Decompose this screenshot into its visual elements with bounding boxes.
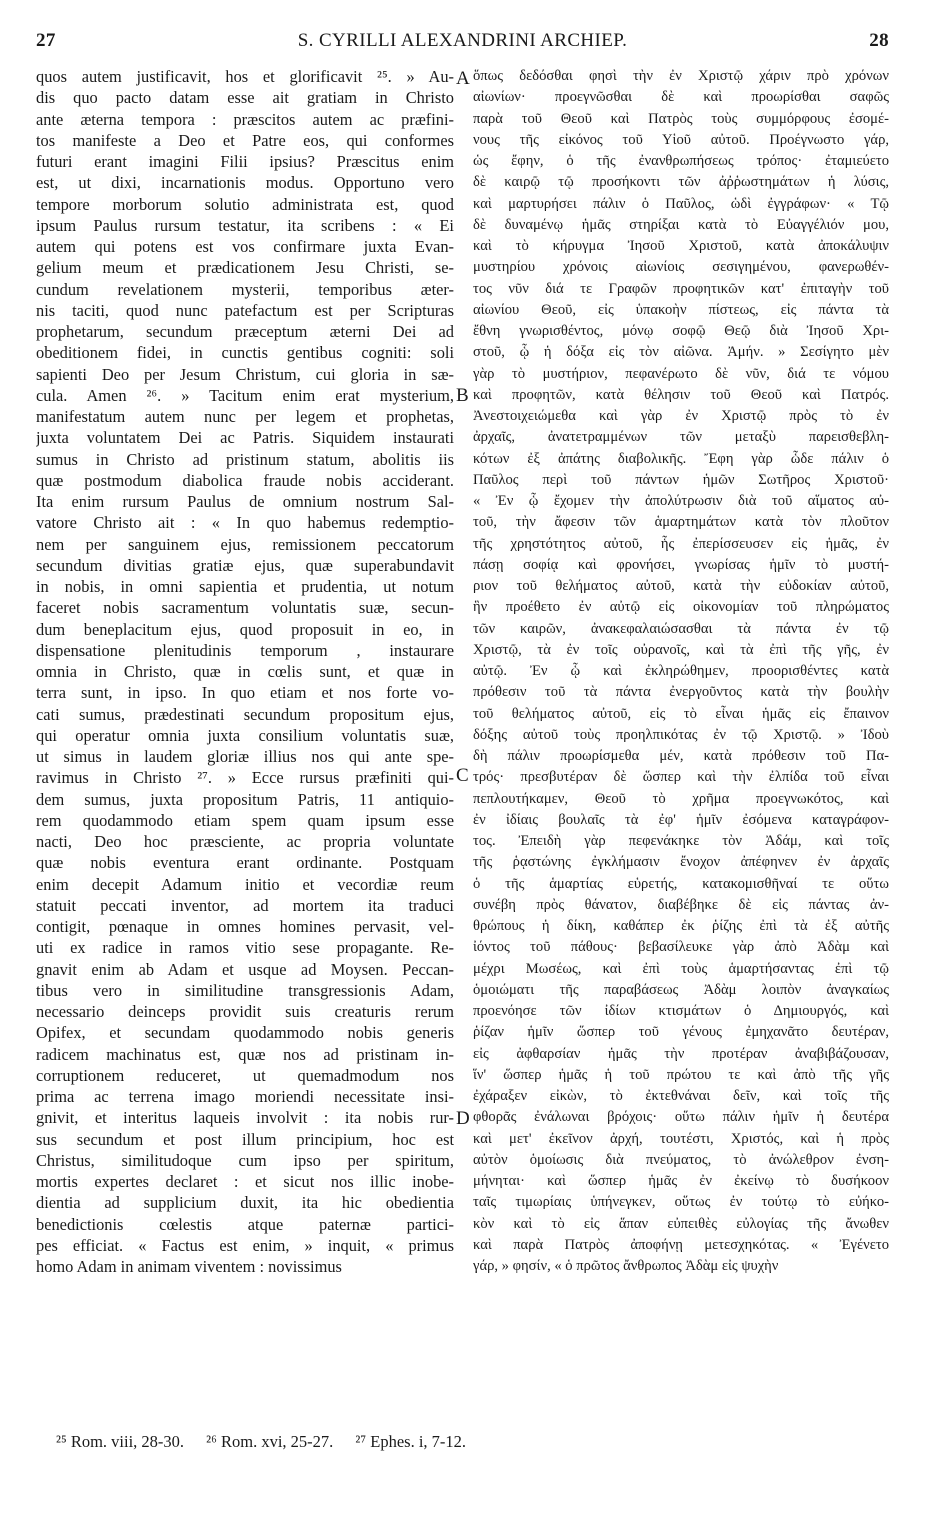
latin-text-line: radicem machinatus est, quæ nos ad pristinam in- [36,1044,454,1064]
greek-text-line: τῶν καιρῶν, ἀνακεφαλαιώσασθαι τὰ πάντα ἐν τῷ [473,620,889,637]
latin-text-line: juxta voluntatem Dei ac Patris. Siquidem instaurati [36,428,454,448]
latin-text-line: ipsum Paulus rursum testatur, ita scribens : « Ei [36,215,454,235]
greek-text-line: ὡς ἔφην, ὁ τῆς ἐνανθρωπήσεως τρόπος· ἐταμιεύετο [473,153,889,169]
latin-text-line: quæ nobis eventura erant ordinante. Postquam [36,853,454,873]
latin-text-line: Opifex, et secundam quodammodo nobis generis [36,1023,454,1043]
greek-text-line: μήνηται· καὶ ὥσπερ ἡμᾶς ἐν ἐκείνῳ τὸ δυσήκοον [473,1173,889,1189]
greek-text-line: ῥίζαν ἡμῖν ὥσπερ τοῦ γένους ἐμηχανᾶτο δευτέραν, [473,1024,889,1041]
greek-text-line: ἐχάραξεν εἰκὼν, τὸ ἐκτεθνάναι δεῖν, καὶ τοῖς τῆς [473,1088,889,1104]
greek-text-line: πάσῃ σοφίᾳ καὶ φρονήσει, γνωρίσας ἡμῖν τὸ μυστή- [473,556,889,573]
greek-text-line: κὸν καὶ τὸ εἰς ἅπαν εὐπειθὲς εὐλογίας τῆς ἄνωθεν [473,1215,889,1232]
latin-text-line: necessario deinceps providit suis creaturis rerum [36,1002,454,1021]
greek-text-line: καὶ μετ' ἐκεῖνον ἀρχή, τουτέστι, Χριστός, καὶ ἡ πρὸς [473,1130,889,1147]
latin-text-line: dis quo pacto datam esse ait gratiam in Christo [36,88,454,108]
greek-text-line: νους τῆς εἰκόνος τοῦ Υἱοῦ αὐτοῦ. Προέγνωστο γάρ, [473,131,889,148]
latin-text-line: in nobis, in omni sapientia et prudentia, ut notum [36,577,454,596]
greek-text-line: τοῦ θελήματος αὐτοῦ, εἰς τὸ εἶναι ἡμᾶς εἰς ἔπαινον [473,705,889,722]
greek-text-line: « Ἐν ᾧ ἔχομεν τὴν ἀπολύτρωσιν διὰ τοῦ αἵματος αὐ- [473,493,889,509]
latin-text-line: sumus in Christo ad pristinum statum, abolitis iis [36,449,454,469]
latin-text-line: cula. Amen ²⁶. » Tacitum enim erat mysterium, [36,385,454,405]
greek-text-line: παρὰ τοῦ Θεοῦ καὶ Πατρὸς τοὺς συμμόρφους ἐσομέ- [473,110,889,127]
latin-text-line: dispensatione plenitudinis temporum , instaurare [36,640,454,660]
greek-text-line: καὶ μαρτυρήσει πάλιν ὁ Παῦλος, ὡδὶ ἐγγράφων· « Τῷ [473,195,889,212]
latin-text-line: Christus, similitudoque cum ipso per spiritum, [36,1150,454,1170]
latin-text-line: cundum revelationem mysterii, temporibus æter- [36,279,454,299]
latin-text-line: quos autem justificavit, hos et glorificavit ²⁵. » Au- [36,67,454,86]
latin-text-line: faceret nobis sacramentum voluntatis suæ, secun- [36,598,454,618]
latin-text-line: obeditionem fidei, in cunctis gentibus cogniti: soli [36,343,454,363]
greek-text-line: ὁμοιώματι τῆς παραβάσεως Ἀδὰμ λοιπὸν ἀναγκαίως [473,981,889,998]
greek-text-line: στοῦ, ᾧ ἡ δόξα εἰς τὸν αἰῶνα. Ἀμήν. » Σεσίγητο μὲν [473,344,889,361]
latin-text-line: prophetarum, secundum præceptum æterni Dei ad [36,322,454,341]
greek-text-line: τος. Ἐπειδὴ γὰρ πεφενάκηκε τὸν Ἀδάμ, καὶ τοῖς [473,833,889,849]
greek-text-line: εἰς ἀφθαρσίαν ἡμᾶς τὴν προτέραν ἀναβιβάζουσαν, [473,1045,889,1062]
greek-text-line: ταῖς τιμωρίαις ὑπήνεγκεν, οὕτως ἐν τούτῳ τὸ εὐήκο- [473,1194,889,1211]
greek-text-line: ἔθνη γνωρισθέντος, μόνῳ σοφῷ Θεῷ διὰ Ἰησοῦ Χρι- [473,323,889,339]
greek-text-line: προενόησε τῶν ἰδίων κτισμάτων ὁ Δημιουργός, καὶ [473,1003,889,1019]
latin-text-line: sus secundum et post illum principium, hoc est [36,1129,454,1149]
greek-text-line: αἰωνίου Θεοῦ, εἰς ὑπακοὴν πίστεως, εἰς πάντα τὰ [473,301,889,318]
latin-text-line: ante æterna tempora : præscitos autem ac præfini- [36,109,454,129]
latin-text-line: quæ postmodum diabolica fraude nobis acciderant. [36,470,454,490]
greek-text-line: ἰόντος τοῦ πάθους· βεβασίλευκε γὰρ ἀπὸ Ἀδὰμ καὶ [473,939,889,956]
page-number-right: 28 [869,30,889,51]
greek-text-line: τρός· πρεσβυτέραν δὲ ὥσπερ καὶ τὴν ἐλπίδα τοῦ εἶναι [473,769,889,786]
greek-text-line: καὶ παρὰ Πατρὸς ἀποφήνῃ μετεσχηκότας. « Ἐγένετο [473,1236,889,1253]
greek-text-line: συνέβη πρὸς θάνατον, διαβέβηκε δὲ εἰς πάντας ἀν- [473,896,889,913]
latin-text-line: vatore Christo ait : « In quo habemus redemptio- [36,513,454,533]
page-number-left: 27 [36,30,56,51]
greek-text-line: Ἀνεστοιχειώμεθα καὶ γὰρ ἐν Χριστῷ πρὸς τὸ ἐν [473,408,889,424]
greek-text-line: καὶ προφητῶν, κατὰ θέλησιν τοῦ Θεοῦ καὶ Πατρός. [473,386,889,403]
greek-text-line: αἰωνίων· προεγνῶσθαι δὲ καὶ προωρίσθαι σαφῶς [473,89,889,106]
footnote-25: ²⁵ Rom. viii, 28-30. [56,1432,185,1451]
greek-text-line: ἀρχαῖς, ἀνατετραμμένων τῶν μεταξὺ παρεισθεβλη- [473,429,889,446]
latin-text-line: benedictionis cœlestis atque paternæ partici- [36,1214,454,1234]
greek-text-line: δὲ δυναμένῳ ἡμᾶς στηρίξαι κατὰ τὸ Εὐαγγέλιόν μου, [473,216,889,233]
greek-text-line: τοῦ, τὴν ἄφεσιν τῶν ἁμαρτημάτων κατὰ τὸν πλοῦτον [473,514,889,531]
latin-text-line: dem sumus, juxta propositum Patris, 11 antiquio- [36,789,454,809]
latin-text-line: sapienti Deo per Jesum Christum, cui gloria in sæ- [36,364,454,384]
greek-text-line: φθορᾶς ἐνάλωναι βρόχοις· οὕτω πάλιν ἡμῖν ἡ δευτέρα [473,1109,889,1126]
latin-text-line: cati sumus, prædestinati secundum propositum ejus, [36,704,454,724]
latin-text-line: gnavit enim ab Adam et usque ad Moysen. Peccan- [36,959,454,979]
latin-text-line: tempore morborum solutio administrata est, quod [36,194,454,214]
greek-text-line: τος νῦν διά τε Γραφῶν προφητικῶν κατ' ἐπιταγὴν τοῦ [473,280,889,297]
footnotes [56,1432,876,1452]
greek-column [473,66,889,1426]
latin-text-line: futuri erant imagini Filii ipsius? Præscitus enim [36,152,454,171]
greek-text-line: αὐτὸν ὁμοίωσις διὰ πνεύματος, τὸ ἀνώλεθρον ἐνση- [473,1151,889,1168]
latin-text-line: corruptionem reduceret, ut quemadmodum nos [36,1065,454,1085]
latin-text-line: enim decepit Adamum initio et vecordiæ reum [36,874,454,894]
latin-text-line: autem qui potens est vos confirmare juxta Evan- [36,237,454,256]
latin-text-line: nacti, Deo hoc præsciente, ac propria voluntate [36,832,454,851]
latin-text-line: contigit, pœnaque in omnes homines pervasit, vel- [36,917,454,936]
latin-text-line: mortis expertes declaret : et sicut nos illic inobe- [36,1172,454,1191]
running-title: S. CYRILLI ALEXANDRINI ARCHIEP. [297,30,628,51]
greek-text-line: ἐν ἰδίαις βουλαῖς τὰ ἐφ' ἡμῖν ἐσόμενα καταγράφον- [473,811,889,828]
greek-text-line: ἣν προέθετο ἐν αὐτῷ εἰς οἰκονομίαν τοῦ πληρώματος [473,599,889,616]
section-marker-a: A [456,68,470,89]
greek-text-line: πεπλουτήκαμεν, Θεοῦ τὸ χρῆμα προεγνωκότος, καὶ [473,790,889,807]
latin-text-line: manifestatum autem nunc per legem et prophetas, [36,407,454,426]
latin-text-line: dientia ad supplicium duxit, ita hic obedientia [36,1193,454,1213]
latin-text-line: est, ut dixi, incarnationis modus. Opportuno vero [36,173,454,193]
greek-text-line: ἵν' ὥσπερ ἡμᾶς ἡ τοῦ πρώτου τε καὶ ἀπὸ τῆς γῆς [473,1066,889,1083]
footnote-27: ²⁷ Ephes. i, 7-12. [355,1432,467,1451]
latin-column [36,66,454,1426]
greek-text-line: κότων ἐξ ἀπάτης διαβολικῆς. Ἔφη γὰρ ὧδε πάλιν ὁ [473,450,889,467]
latin-text-line: homo Adam in animam viventem : novissimus [36,1257,342,1276]
greek-text-line: δὲ καιρῷ τῷ προσήκοντι τῶν ἀῤῥωστημάτων ἡ λύσις, [473,174,889,191]
greek-text-line: καὶ τὸ κήρυγμα Ἰησοῦ Χριστοῦ, κατὰ ἀποκάλυψιν [473,238,889,254]
page-header [36,30,889,60]
latin-text-line: dum beneplacitum ejus, quod proposuit in eo, in [36,619,454,639]
greek-text-line: αὐτῷ. Ἐν ᾧ καὶ ἐκληρώθημεν, προορισθέντες κατὰ [473,663,889,679]
latin-text-line: terra sunt, in ipso. In quo etiam et nos forte vo- [36,683,454,703]
latin-text-line: rem quodammodo etiam spem quam ipsum esse [36,810,454,830]
greek-text-line: ριον τοῦ θελήματος αὐτοῦ, κατὰ τὴν εὐδοκίαν αὐτοῦ, [473,578,889,594]
latin-text-line: pes efficiat. « Factus est enim, » inquit, « primus [36,1235,454,1255]
latin-text-line: qui operatur omnia juxta consilium voluntatis suæ, [36,725,454,745]
latin-text-line: omnia in Christo, quæ in cœlis sunt, et quæ in [36,662,454,681]
latin-text-line: secundum divitias gratiæ ejus, quæ superabundavit [36,555,454,575]
greek-text-line: γὰρ τὸ μυστήριον, πεφανέρωτο δὲ νῦν, διά τε νόμου [473,365,889,382]
greek-text-line: γάρ, » φησίν, « ὁ πρῶτος ἄνθρωπος Ἀδὰμ εἰς ψυχὴν [473,1258,779,1274]
latin-text-line: statuit peccati inventor, ad mortem ita traduci [36,895,454,915]
latin-text-line: tos manifeste a Deo et Patre eos, qui conformes [36,130,454,150]
latin-text-line: uti ex radice in ramos vitio sese propagante. Re- [36,938,454,958]
greek-text-line: ὁ τῆς ἁμαρτίας εὑρετής, κατακομισθῆναί τε οὕτω [473,875,889,892]
latin-text-line: gnivit, et interitus laqueis involvit : ita nobis rur- [36,1108,454,1128]
greek-text-line: πρόθεσιν τοῦ τὰ πάντα ἐνεργοῦντος κατὰ τὴν βουλὴν [473,684,889,701]
greek-text-line: μυστηρίου χρόνοις αἰωνίοις σεσιγημένου, φανερωθέν- [473,259,889,276]
greek-text-line: θρώπους ἡ δίκη, καθάπερ ἐκ ῥίζης ἐπὶ τὰ ἐξ αὐτῆς [473,918,889,934]
greek-text-line: τῆς ῥᾳστώνης ἐγκλήμασιν ἔνοχον ἀπέφηνεν ἐν ἀρχαῖς [473,854,889,871]
greek-text-line: τῆς χρηστότητος αὐτοῦ, ἧς ἐπερίσσευσεν εἰς ἡμᾶς, ἐν [473,535,889,552]
latin-text-line: ravimus in Christo ²⁷. » Ecce rursus præfiniti qui- [36,768,454,788]
greek-text-line: δὴ πάλιν προωρίσμεθα μέν, κατὰ πρόθεσιν τοῦ Πα- [473,748,889,764]
greek-text-line: δόξης αὐτοῦ τοὺς προηλπικότας ἐν τῷ Χριστῷ. » Ἰδοὺ [473,726,889,743]
section-marker-d: D [456,1108,470,1129]
greek-text-line: Παῦλος περὶ τοῦ πάντων ἡμῶν Σωτῆρος Χριστοῦ· [473,471,889,488]
greek-text-line: μέχρι Μωσέως, καὶ ἐπὶ τοὺς ἁμαρτήσαντας ἐπὶ τῷ [473,960,889,977]
greek-text-line: Χριστῷ, τὰ ἐν τοῖς οὐρανοῖς, καὶ τὰ ἐπὶ τῆς γῆς, ἐν [473,641,889,658]
greek-text-line: ὅπως δεδόσθαι φησὶ τὴν ἐν Χριστῷ χάριν πρὸ χρόνων [473,68,889,84]
latin-text-line: nis taciti, quod nunc patefactum est per Scripturas [36,300,454,320]
latin-text-line: tibus vero in similitudine transgressionis Adam, [36,980,454,1000]
latin-text-line: ut simus in laudem gloriæ illius nos qui ante spe- [36,747,454,766]
latin-text-line: Ita enim rursum Paulus de omnium nostrum Sal- [36,492,454,511]
latin-text-line: nem per sanguinem ejus, remissionem peccatorum [36,534,454,554]
footnote-26: ²⁶ Rom. xvi, 25-27. [206,1432,334,1451]
section-marker-b: B [456,385,469,406]
latin-text-line: prima ac terrena imago moriendi necessitate insi- [36,1087,454,1106]
section-marker-c: C [456,765,469,786]
latin-text-line: gelium meum et prædicationem Jesu Christi, se- [36,258,454,278]
